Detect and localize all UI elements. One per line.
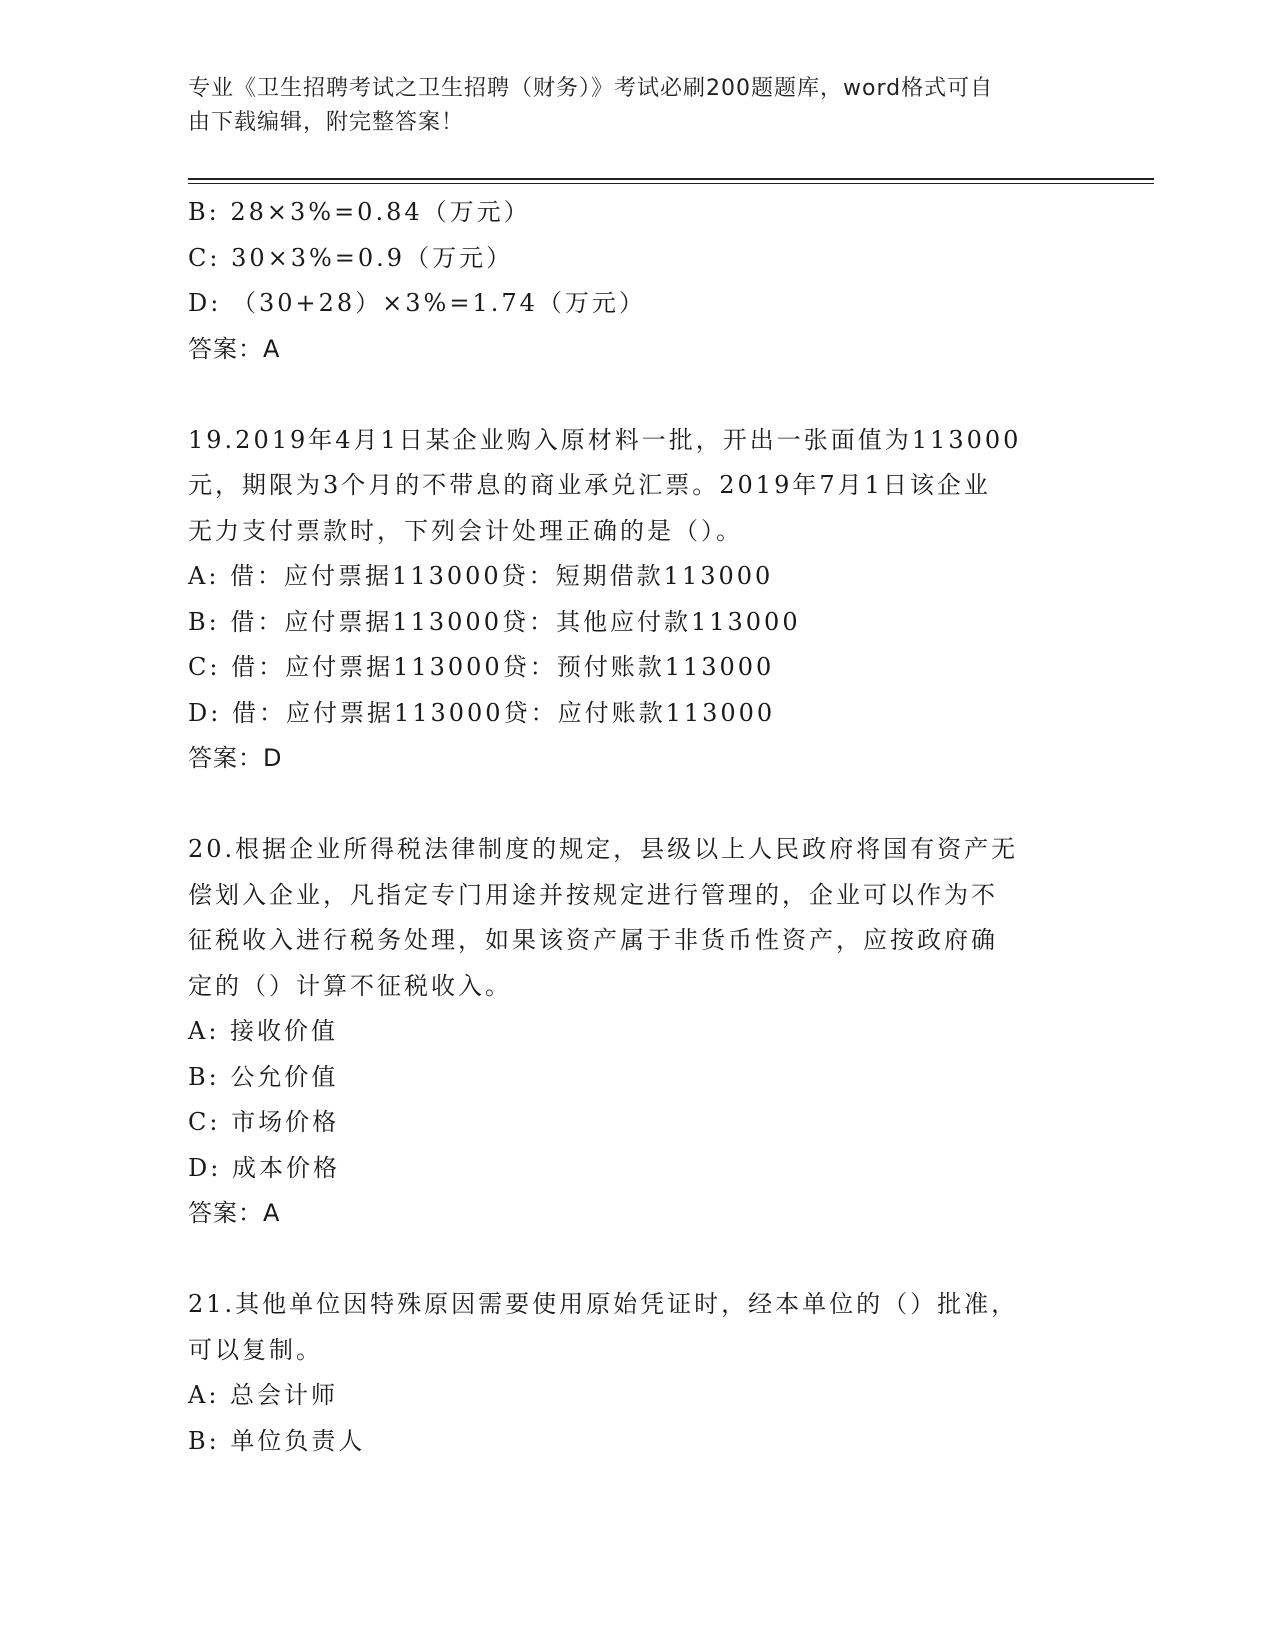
page-header xyxy=(188,72,1068,140)
option-a: A: 接收价值 xyxy=(188,1017,339,1045)
question-stem-line: 20.根据企业所得税法律制度的规定，县级以上人民政府将国有资产无 xyxy=(188,835,1019,863)
spacer xyxy=(188,782,1088,828)
option-d: D: （30+28）×3%=1.74（万元） xyxy=(188,289,646,317)
answer-label: 答案：D xyxy=(188,744,283,772)
option-b: B: 单位负责人 xyxy=(188,1426,366,1455)
option-c: C: 借：应付票据113000贷：预付账款113000 xyxy=(188,653,775,681)
question-stem-line: 定的（）计算不征税收入。 xyxy=(188,971,512,1000)
option-d: D: 成本价格 xyxy=(188,1153,340,1182)
option-b: B: 借：应付票据113000贷：其他应付款113000 xyxy=(188,607,801,636)
question-stem-line: 21.其他单位因特殊原因需要使用原始凭证时，经本单位的（）批准， xyxy=(188,1290,1019,1318)
header-divider-thick xyxy=(188,178,1154,180)
option-c: C: 30×3%=0.9（万元） xyxy=(188,243,514,272)
answer-label: 答案：A xyxy=(188,334,281,363)
option-c: C: 市场价格 xyxy=(188,1108,340,1136)
option-b: B: 28×3%=0.84（万元） xyxy=(188,198,531,226)
question-stem-line: 无力支付票款时，下列会计处理正确的是（）。 xyxy=(188,516,743,545)
option-b: B: 公允价值 xyxy=(188,1062,339,1091)
answer-label: 答案：A xyxy=(188,1199,281,1227)
option-a: A: 总会计师 xyxy=(188,1381,339,1409)
spacer xyxy=(188,1237,1088,1283)
question-19 xyxy=(188,418,1088,782)
option-a: A: 借：应付票据113000贷：短期借款113000 xyxy=(188,562,774,590)
header-divider-thin xyxy=(188,183,1154,184)
question-20 xyxy=(188,827,1088,1237)
question-stem-line: 征税收入进行税务处理，如果该资产属于非货币性资产，应按政府确 xyxy=(188,926,998,954)
header-line-1: 专业《卫生招聘考试之卫生招聘（财务）》考试必刷200题题库，word格式可自 xyxy=(188,76,994,101)
question-stem-line: 元，期限为3个月的不带息的商业承兑汇票。2019年7月1日该企业 xyxy=(188,471,991,499)
option-d: D: 借：应付票据113000贷：应付账款113000 xyxy=(188,698,776,727)
question-stem-line: 偿划入企业，凡指定专门用途并按规定进行管理的，企业可以作为不 xyxy=(188,880,998,909)
question-content xyxy=(188,190,1088,1464)
header-line-2: 由下载编辑，附完整答案！ xyxy=(188,110,465,135)
question-21 xyxy=(188,1282,1088,1464)
question-stem-line: 可以复制。 xyxy=(188,1335,323,1364)
spacer xyxy=(188,372,1088,418)
question-stem-line: 19.2019年4月1日某企业购入原材料一批，开出一张面值为113000 xyxy=(188,425,1022,454)
question-18-tail xyxy=(188,190,1088,372)
